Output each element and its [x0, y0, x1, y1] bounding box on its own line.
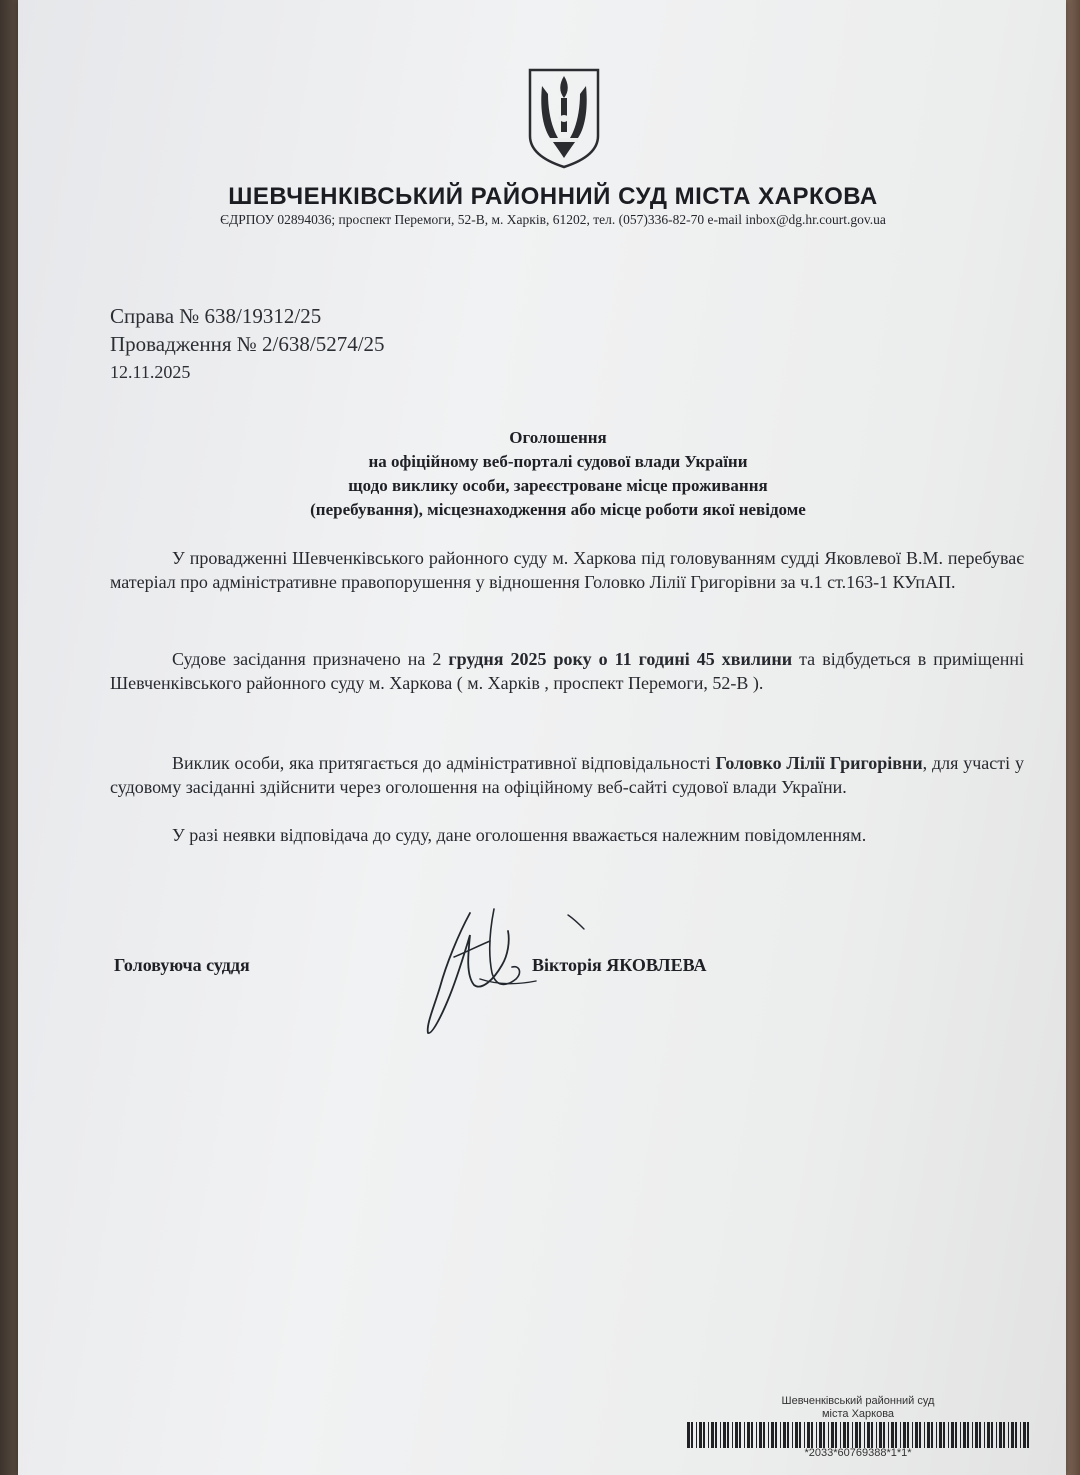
stamp-line: Шевченківський районний суд — [781, 1395, 935, 1407]
hearing-text-start: Судове засідання призначено на 2 — [172, 649, 449, 669]
court-name: ШЕВЧЕНКІВСЬКИЙ РАЙОННИЙ СУД МІСТА ХАРКОВА — [228, 183, 878, 210]
summoned-person-name: Головко Лілії Григорівни — [715, 753, 923, 773]
barcode-bar — [912, 1422, 913, 1448]
barcode-bar — [811, 1422, 813, 1448]
judge-role: Головуюча суддя — [114, 955, 250, 975]
barcode-bar — [792, 1422, 793, 1448]
barcode-bar — [828, 1422, 829, 1448]
barcode-bar — [835, 1422, 837, 1448]
barcode-bar — [855, 1422, 858, 1448]
barcode-bar — [924, 1422, 925, 1448]
barcode-bar — [975, 1422, 978, 1448]
barcode-bar — [907, 1422, 909, 1448]
barcode-bar — [735, 1422, 738, 1448]
barcode-bar — [1015, 1422, 1017, 1448]
barcode-bar — [1008, 1422, 1009, 1448]
barcode-bar — [951, 1422, 954, 1448]
barcode-bar — [943, 1422, 945, 1448]
paragraph-hearing-date — [110, 647, 1024, 695]
barcode-bar — [787, 1422, 789, 1448]
barcode-bar — [963, 1422, 966, 1448]
summons-text-start: Виклик особи, яка притягається до адміністративної відповідальності — [172, 753, 716, 773]
document-date: 12.11.2025 — [110, 362, 191, 382]
barcode-bar — [756, 1422, 757, 1448]
barcode-bar — [967, 1422, 969, 1448]
barcode-icon — [685, 1422, 1033, 1448]
court-contacts: ЄДРПОУ 02894036; проспект Перемоги, 52-В, м. Харків, 61202, тел. (057)336-82-70 e-mail inbox@dg.hr.court.gov.ua — [220, 212, 886, 227]
barcode-bar — [955, 1422, 957, 1448]
barcode-bar — [948, 1422, 949, 1448]
barcode-bar — [939, 1422, 942, 1448]
barcode-bar — [871, 1422, 873, 1448]
hearing-text-end: та відбудеться в приміщенні Шевченківського районного суду м. Харкова ( м. Харків , проспект Перемоги, 52-В ). — [110, 649, 1024, 693]
barcode-bar — [847, 1422, 849, 1448]
barcode-bar — [900, 1422, 901, 1448]
barcode-bar — [891, 1422, 894, 1448]
barcode-bar — [711, 1422, 714, 1448]
barcode-bar — [799, 1422, 801, 1448]
barcode-bar — [727, 1422, 729, 1448]
barcode-bar — [823, 1422, 825, 1448]
barcode-bar — [783, 1422, 786, 1448]
barcode-bar — [852, 1422, 853, 1448]
barcode-bar — [1020, 1422, 1021, 1448]
summons-text-end: , для участі у судовому засіданні здійснити через оголошення на офіційному веб-сайті судової влади України. — [110, 753, 1024, 797]
barcode-bar — [691, 1422, 693, 1448]
stamp-line: міста Харкова — [821, 1408, 895, 1420]
barcode-bar — [843, 1422, 846, 1448]
barcode-bar — [708, 1422, 709, 1448]
barcode-bar — [739, 1422, 741, 1448]
document-page — [18, 0, 1066, 1475]
barcode-bar — [979, 1422, 981, 1448]
barcode-bar — [831, 1422, 834, 1448]
barcode-bar — [751, 1422, 753, 1448]
paragraph-proceedings: У провадженні Шевченківського районного суду м. Харкова під головуванням судді Яковлевої В.М. перебуває матеріал про адміністративне правопорушення у відношення Головко Лілії Григорівни за ч.1 ст.163-1 КУпАП. — [110, 548, 1024, 592]
hearing-datetime: грудня 2025 року о 11 годині 45 хвилини — [448, 649, 793, 669]
barcode-bar — [1027, 1422, 1029, 1448]
announcement-title — [138, 426, 978, 522]
proceeding-number: Провадження № 2/638/5274/25 — [110, 332, 385, 356]
barcode-bar — [903, 1422, 906, 1448]
barcode-bar — [984, 1422, 985, 1448]
barcode-bar — [747, 1422, 750, 1448]
case-number: Справа № 638/19312/25 — [110, 304, 322, 328]
title-line: щодо виклику особи, зареєстроване місце проживання — [348, 476, 768, 495]
barcode-bar — [879, 1422, 882, 1448]
barcode-bar — [723, 1422, 726, 1448]
court-stamp-label — [738, 1395, 978, 1421]
paragraph-summons — [110, 751, 1024, 799]
title-line: на офіційному веб-порталі судової влади України — [368, 452, 748, 471]
barcode-bar — [807, 1422, 810, 1448]
barcode-bar — [936, 1422, 937, 1448]
barcode-bar — [732, 1422, 733, 1448]
barcode-bar — [768, 1422, 769, 1448]
barcode-bar — [720, 1422, 721, 1448]
barcode-bar — [819, 1422, 822, 1448]
barcode-bar — [883, 1422, 885, 1448]
barcode-bar — [919, 1422, 921, 1448]
barcode-bar — [996, 1422, 997, 1448]
case-info — [110, 302, 385, 386]
barcode-bar — [931, 1422, 933, 1448]
barcode-bar — [699, 1422, 702, 1448]
barcode-bar — [1023, 1422, 1026, 1448]
barcode-bar — [775, 1422, 777, 1448]
barcode-bar — [859, 1422, 861, 1448]
title-line: (перебування), місцезнаходження або місце роботи якої невідоме — [310, 500, 806, 519]
paragraph-notice: У разі неявки відповідача до суду, дане оголошення вважається належним повідомленням. — [172, 825, 867, 845]
barcode-bar — [744, 1422, 745, 1448]
barcode-bar — [715, 1422, 717, 1448]
barcode-bar — [927, 1422, 930, 1448]
barcode-bar — [888, 1422, 889, 1448]
barcode-bar — [972, 1422, 973, 1448]
barcode-bar — [991, 1422, 993, 1448]
barcode-bar — [867, 1422, 870, 1448]
barcode-bar — [763, 1422, 765, 1448]
barcode-bar — [771, 1422, 774, 1448]
barcode-bar — [780, 1422, 781, 1448]
barcode-number: *2033*60769388*1*1* — [804, 1447, 912, 1459]
barcode-bar — [687, 1422, 690, 1448]
judge-name: Вікторія ЯКОВЛЕВА — [532, 955, 707, 975]
barcode-bar — [795, 1422, 798, 1448]
barcode-bar — [915, 1422, 918, 1448]
barcode-bar — [876, 1422, 877, 1448]
barcode-bar — [1003, 1422, 1005, 1448]
barcode-bar — [840, 1422, 841, 1448]
title-line: Оголошення — [509, 428, 607, 447]
barcode-bar — [960, 1422, 961, 1448]
barcode-bar — [864, 1422, 865, 1448]
barcode-bar — [999, 1422, 1002, 1448]
barcode-bar — [1011, 1422, 1014, 1448]
barcode-bar — [987, 1422, 990, 1448]
barcode-bar — [703, 1422, 705, 1448]
barcode-bar — [804, 1422, 805, 1448]
barcode-bar — [816, 1422, 817, 1448]
barcode-bar — [759, 1422, 762, 1448]
barcode-bar — [696, 1422, 697, 1448]
trident-coat-of-arms-icon — [526, 66, 602, 170]
barcode-bar — [895, 1422, 897, 1448]
